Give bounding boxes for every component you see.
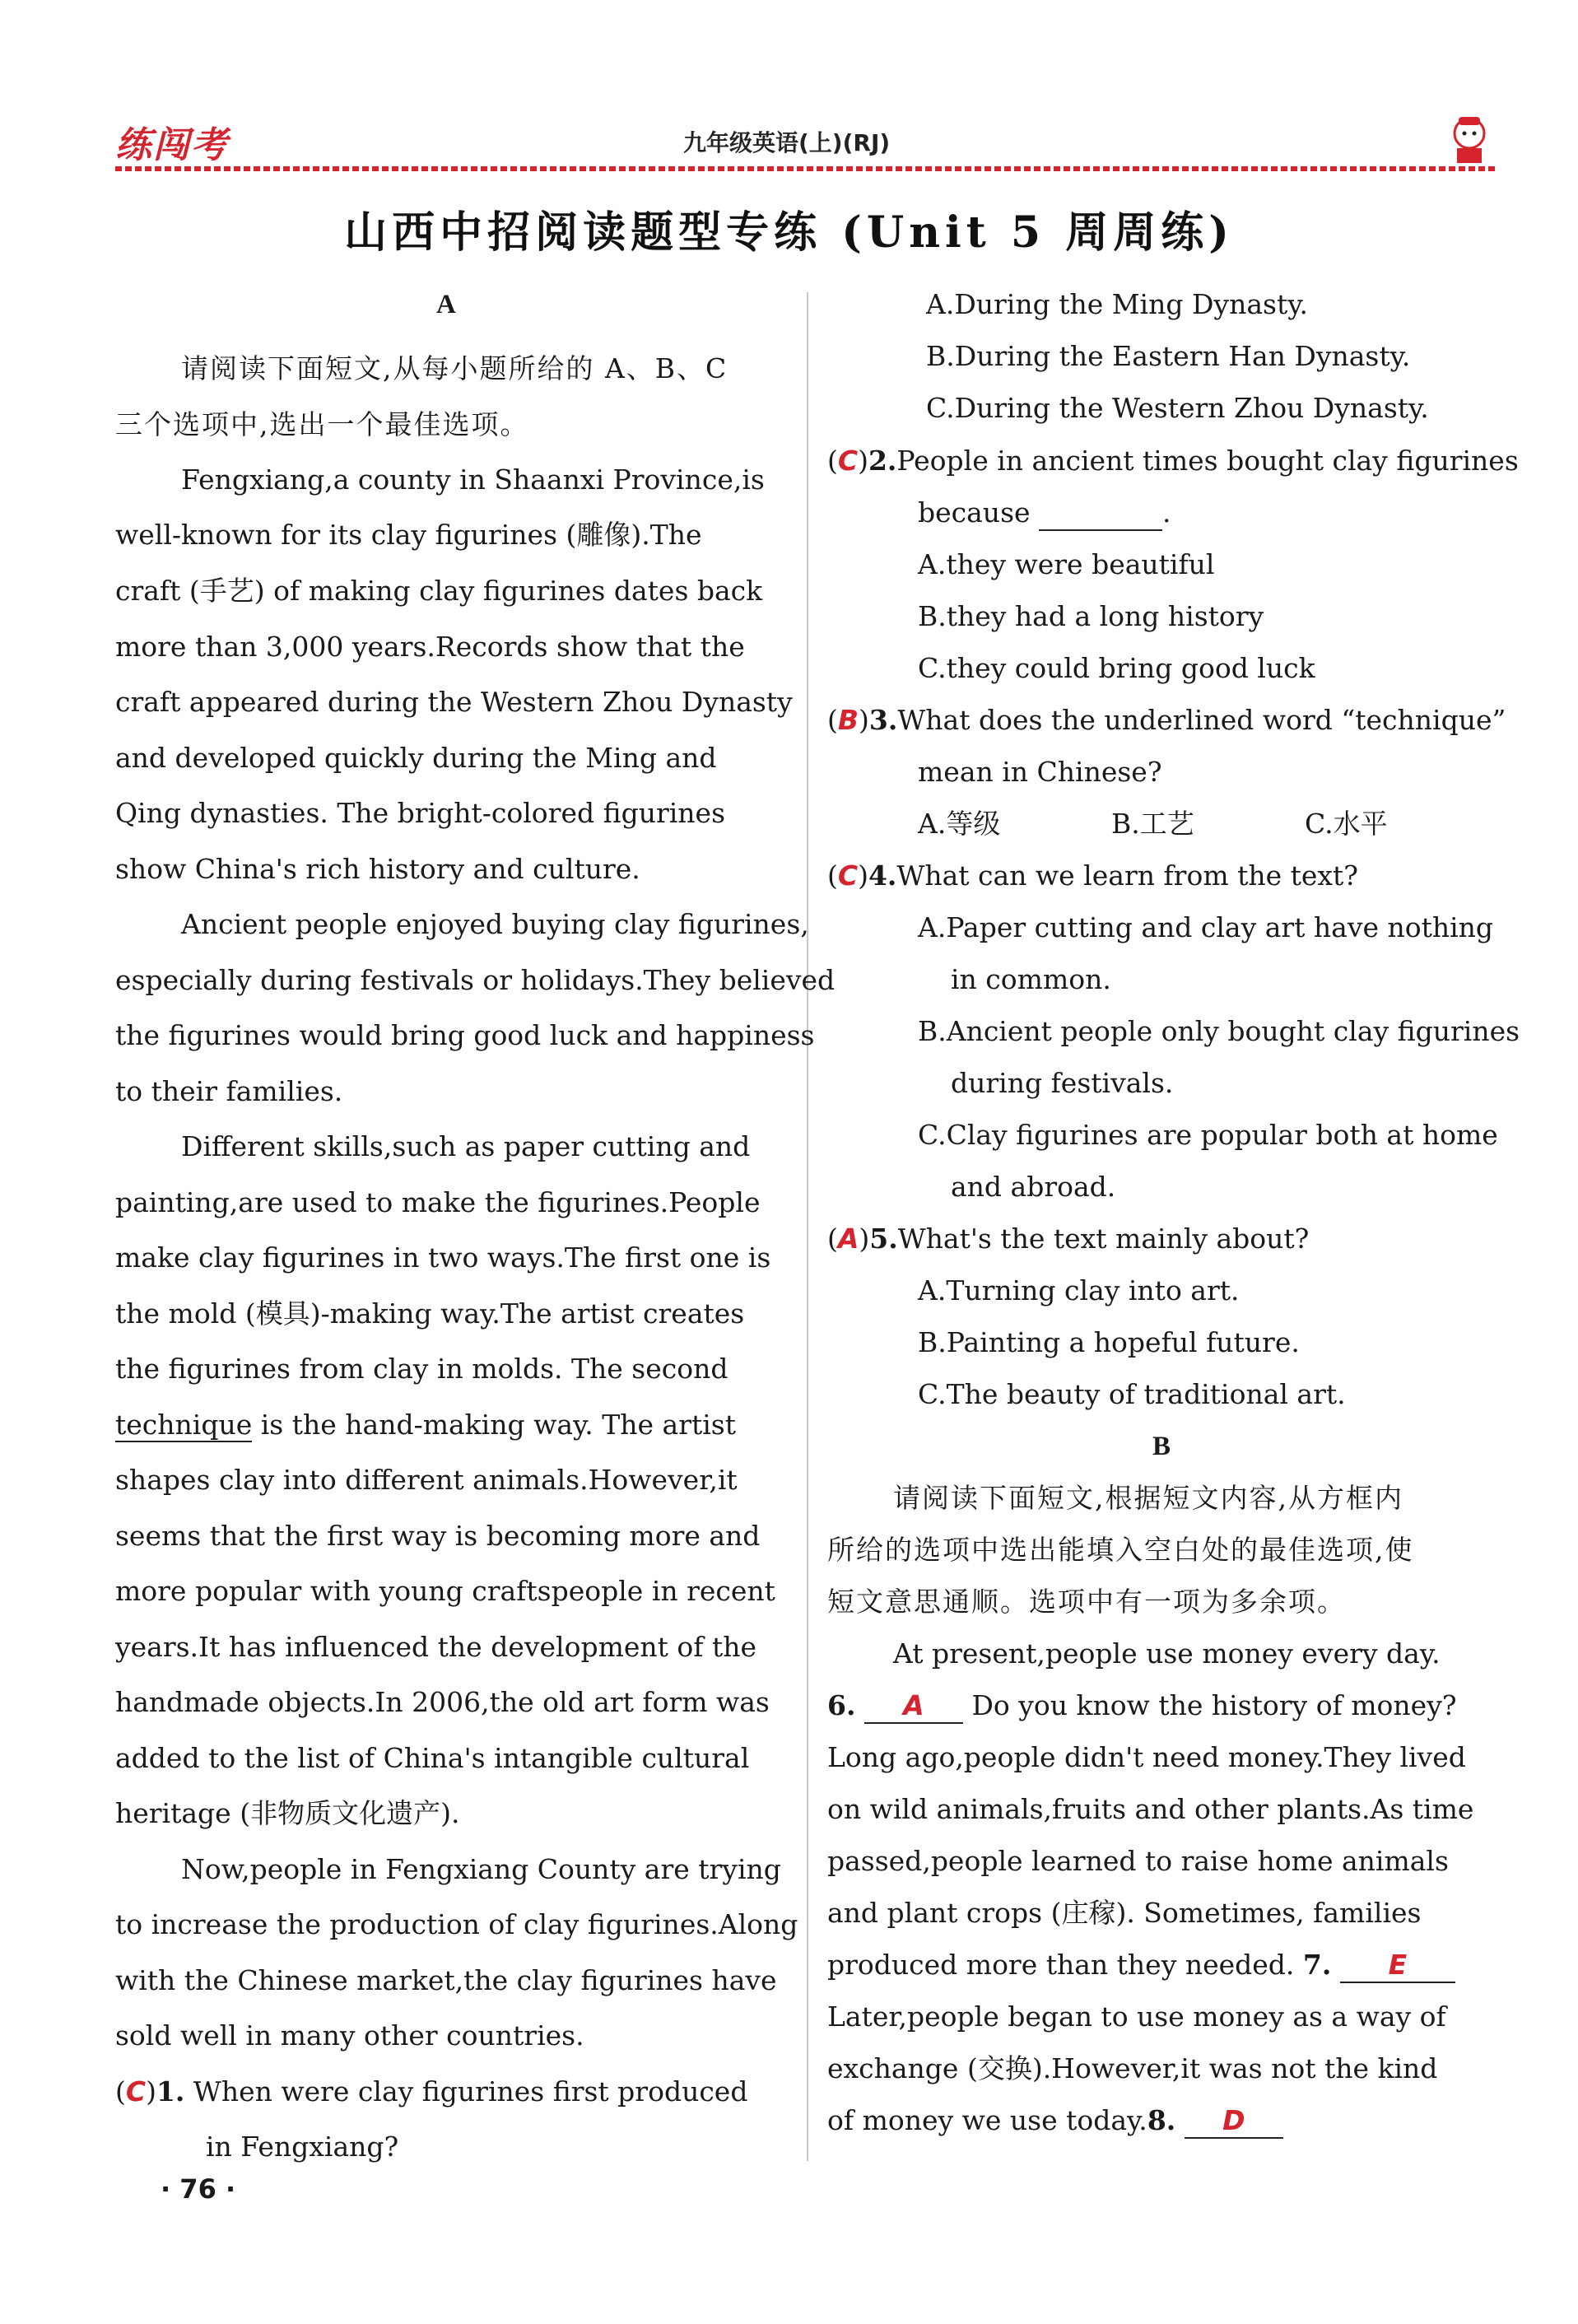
- instruction-line: 请阅读下面短文,根据短文内容,从方框内: [893, 1482, 1403, 1514]
- passage-line: [115, 1409, 736, 1441]
- passage-line-text: produced more than they needed.: [827, 1949, 1295, 1981]
- question-stem: What does the underlined word “technique”: [897, 704, 1506, 736]
- question-5: (A)5.What's the text mainly about?: [827, 1223, 1310, 1255]
- passage-line: passed,people learned to raise home animals: [827, 1845, 1449, 1877]
- passage-line: heritage (非物质文化遗产).: [115, 1797, 460, 1829]
- passage-line: well-known for its clay figurines (雕像).The: [115, 519, 702, 551]
- passage-line: Ancient people enjoyed buying clay figurines,: [181, 908, 809, 940]
- option-c: C.水平: [1305, 808, 1388, 840]
- answer-mark: C: [837, 859, 859, 892]
- question-1: (C)1. When were clay figurines first produced: [115, 2075, 748, 2107]
- passage-line: the figurines from clay in molds. The second: [115, 1353, 728, 1385]
- passage-line-text: is the hand-making way. The artist: [260, 1409, 737, 1441]
- passage-line: with the Chinese market,the clay figurines have: [115, 1964, 777, 1996]
- question-stem: When were clay figurines first produced: [193, 2075, 748, 2107]
- question-2: (C)2.People in ancient times bought clay figurines: [827, 445, 1519, 477]
- answer-blank: [1340, 1949, 1455, 1983]
- passage-line: show China's rich history and culture.: [115, 853, 640, 885]
- underlined-word: technique: [115, 1409, 253, 1441]
- page-header: [115, 115, 1498, 173]
- blank-number: 8.: [1147, 2104, 1176, 2136]
- answer-blank: [864, 1689, 963, 1724]
- passage-line: At present,people use money every day.: [893, 1637, 1441, 1670]
- question-4: (C)4.What can we learn from the text?: [827, 859, 1358, 892]
- answer-mark: B: [837, 704, 859, 736]
- passage-line-text: Do you know the history of money?: [971, 1689, 1457, 1721]
- answer-mark: A: [837, 1223, 859, 1255]
- passage-line: shapes clay into different animals.However,it: [115, 1464, 738, 1496]
- passage-line: to their families.: [115, 1075, 343, 1107]
- passage-line: exchange (交换).However,it was not the kind: [827, 2052, 1438, 2084]
- option-b-cont: during festivals.: [951, 1067, 1174, 1099]
- option-a: A.Turning clay into art.: [918, 1274, 1240, 1306]
- option-b: B.they had a long history: [918, 600, 1264, 632]
- question-stem-cont: because .: [918, 496, 1171, 531]
- question-stem: People in ancient times bought clay figurines: [896, 445, 1519, 477]
- passage-line: seems that the first way is becoming more and: [115, 1520, 761, 1552]
- passage-line: years.It has influenced the development of the: [115, 1631, 757, 1663]
- question-number: 5.: [869, 1223, 898, 1255]
- option-a-cont: in common.: [951, 963, 1111, 995]
- option-c: C.Clay figurines are popular both at home: [918, 1119, 1498, 1151]
- answer-mark: C: [837, 445, 859, 477]
- option-b: B.工艺: [1111, 808, 1194, 840]
- passage-line: painting,are used to make the figurines.People: [115, 1186, 761, 1218]
- option-b: B.Ancient people only bought clay figurines: [918, 1015, 1520, 1047]
- passage-line: more than 3,000 years.Records show that the: [115, 631, 745, 663]
- instruction-line: 三个选项中,选出一个最佳选项。: [115, 408, 529, 440]
- passage-line: to increase the production of clay figurines.Along: [115, 1908, 798, 1940]
- option-a: A.等级: [918, 808, 1001, 840]
- option-c: C.During the Western Zhou Dynasty.: [926, 392, 1429, 424]
- book-title: 九年级英语(上)(RJ): [683, 129, 891, 156]
- passage-line: on wild animals,fruits and other plants.As time: [827, 1793, 1474, 1825]
- option-c: C.The beauty of traditional art.: [918, 1378, 1346, 1410]
- column-divider: [807, 292, 808, 2161]
- section-a-heading: A: [436, 290, 456, 319]
- passage-line: sold well in many other countries.: [115, 2019, 584, 2052]
- blank-number: 6.: [827, 1689, 856, 1721]
- passage-line: Qing dynasties. The bright-colored figurines: [115, 797, 726, 829]
- fist-mascot-icon: [1441, 110, 1498, 168]
- question-number: 1.: [156, 2075, 185, 2107]
- question-number: 4.: [868, 859, 897, 892]
- question-number: 3.: [868, 704, 898, 736]
- answer-blank: [1039, 496, 1162, 531]
- passage-line: Now,people in Fengxiang County are trying: [181, 1853, 781, 1885]
- answer-mark: A: [903, 1689, 924, 1721]
- passage-line: the figurines would bring good luck and happiness: [115, 1019, 815, 1051]
- question-3: (B)3.What does the underlined word “technique”: [827, 704, 1506, 736]
- option-c: C.they could bring good luck: [918, 652, 1315, 684]
- option-b: B.During the Eastern Han Dynasty.: [926, 340, 1411, 372]
- page-number: · 76 ·: [161, 2173, 236, 2205]
- question-stem: in Fengxiang?: [206, 2131, 399, 2163]
- passage-line-text: of money we use today.: [827, 2104, 1147, 2136]
- brand-logo: 练闯考: [115, 124, 229, 166]
- passage-line: Different skills,such as paper cutting and: [181, 1130, 751, 1162]
- instruction-line: 所给的选项中选出能填入空白处的最佳选项,使: [827, 1534, 1414, 1566]
- passage-line: Later,people began to use money as a way of: [827, 2000, 1446, 2033]
- answer-mark: C: [125, 2075, 147, 2107]
- header-divider: [115, 166, 1498, 171]
- passage-line: craft appeared during the Western Zhou Dynasty: [115, 686, 793, 718]
- option-c-cont: and abroad.: [951, 1171, 1116, 1203]
- passage-line: more popular with young craftspeople in recent: [115, 1575, 775, 1607]
- question-stem: mean in Chinese?: [918, 756, 1162, 788]
- passage-line: added to the list of China's intangible cultural: [115, 1742, 750, 1774]
- question-stem: What can we learn from the text?: [896, 859, 1358, 892]
- blank-number: 7.: [1302, 1949, 1332, 1981]
- answer-blank: [1185, 2104, 1283, 2139]
- section-b-heading: B: [1152, 1432, 1171, 1461]
- passage-line: the mold (模具)-making way.The artist creates: [115, 1297, 745, 1330]
- instruction-line: 短文意思通顺。选项中有一项为多余项。: [827, 1586, 1346, 1618]
- instruction-line: 请阅读下面短文,从每小题所给的 A、B、C: [181, 352, 728, 384]
- passage-line: and plant crops (庄稼). Sometimes, families: [827, 1897, 1422, 1929]
- question-stem: because: [918, 496, 1031, 529]
- question-stem: What's the text mainly about?: [897, 1223, 1310, 1255]
- passage-line: make clay figurines in two ways.The first one is: [115, 1241, 771, 1274]
- option-a: A.they were beautiful: [918, 548, 1215, 580]
- passage-line: Long ago,people didn't need money.They lived: [827, 1741, 1466, 1773]
- passage-line: and developed quickly during the Ming and: [115, 742, 717, 774]
- passage-line: [827, 1689, 1457, 1724]
- answer-mark: D: [1222, 2104, 1245, 2136]
- passage-line: [827, 1949, 1455, 1983]
- page-title: 山西中招阅读题型专练 (Unit 5 周周练): [344, 207, 1234, 258]
- answer-mark: E: [1388, 1949, 1408, 1981]
- passage-line: especially during festivals or holidays.They believed: [115, 964, 836, 996]
- option-a: A.During the Ming Dynasty.: [926, 288, 1308, 320]
- passage-line: [827, 2104, 1283, 2139]
- question-number: 2.: [868, 445, 897, 477]
- passage-line: craft (手艺) of making clay figurines dates back: [115, 575, 763, 607]
- option-a: A.Paper cutting and clay art have nothing: [918, 911, 1494, 943]
- passage-line: handmade objects.In 2006,the old art form was: [115, 1686, 770, 1718]
- option-b: B.Painting a hopeful future.: [918, 1326, 1300, 1358]
- passage-line: Fengxiang,a county in Shaanxi Province,is: [181, 463, 765, 496]
